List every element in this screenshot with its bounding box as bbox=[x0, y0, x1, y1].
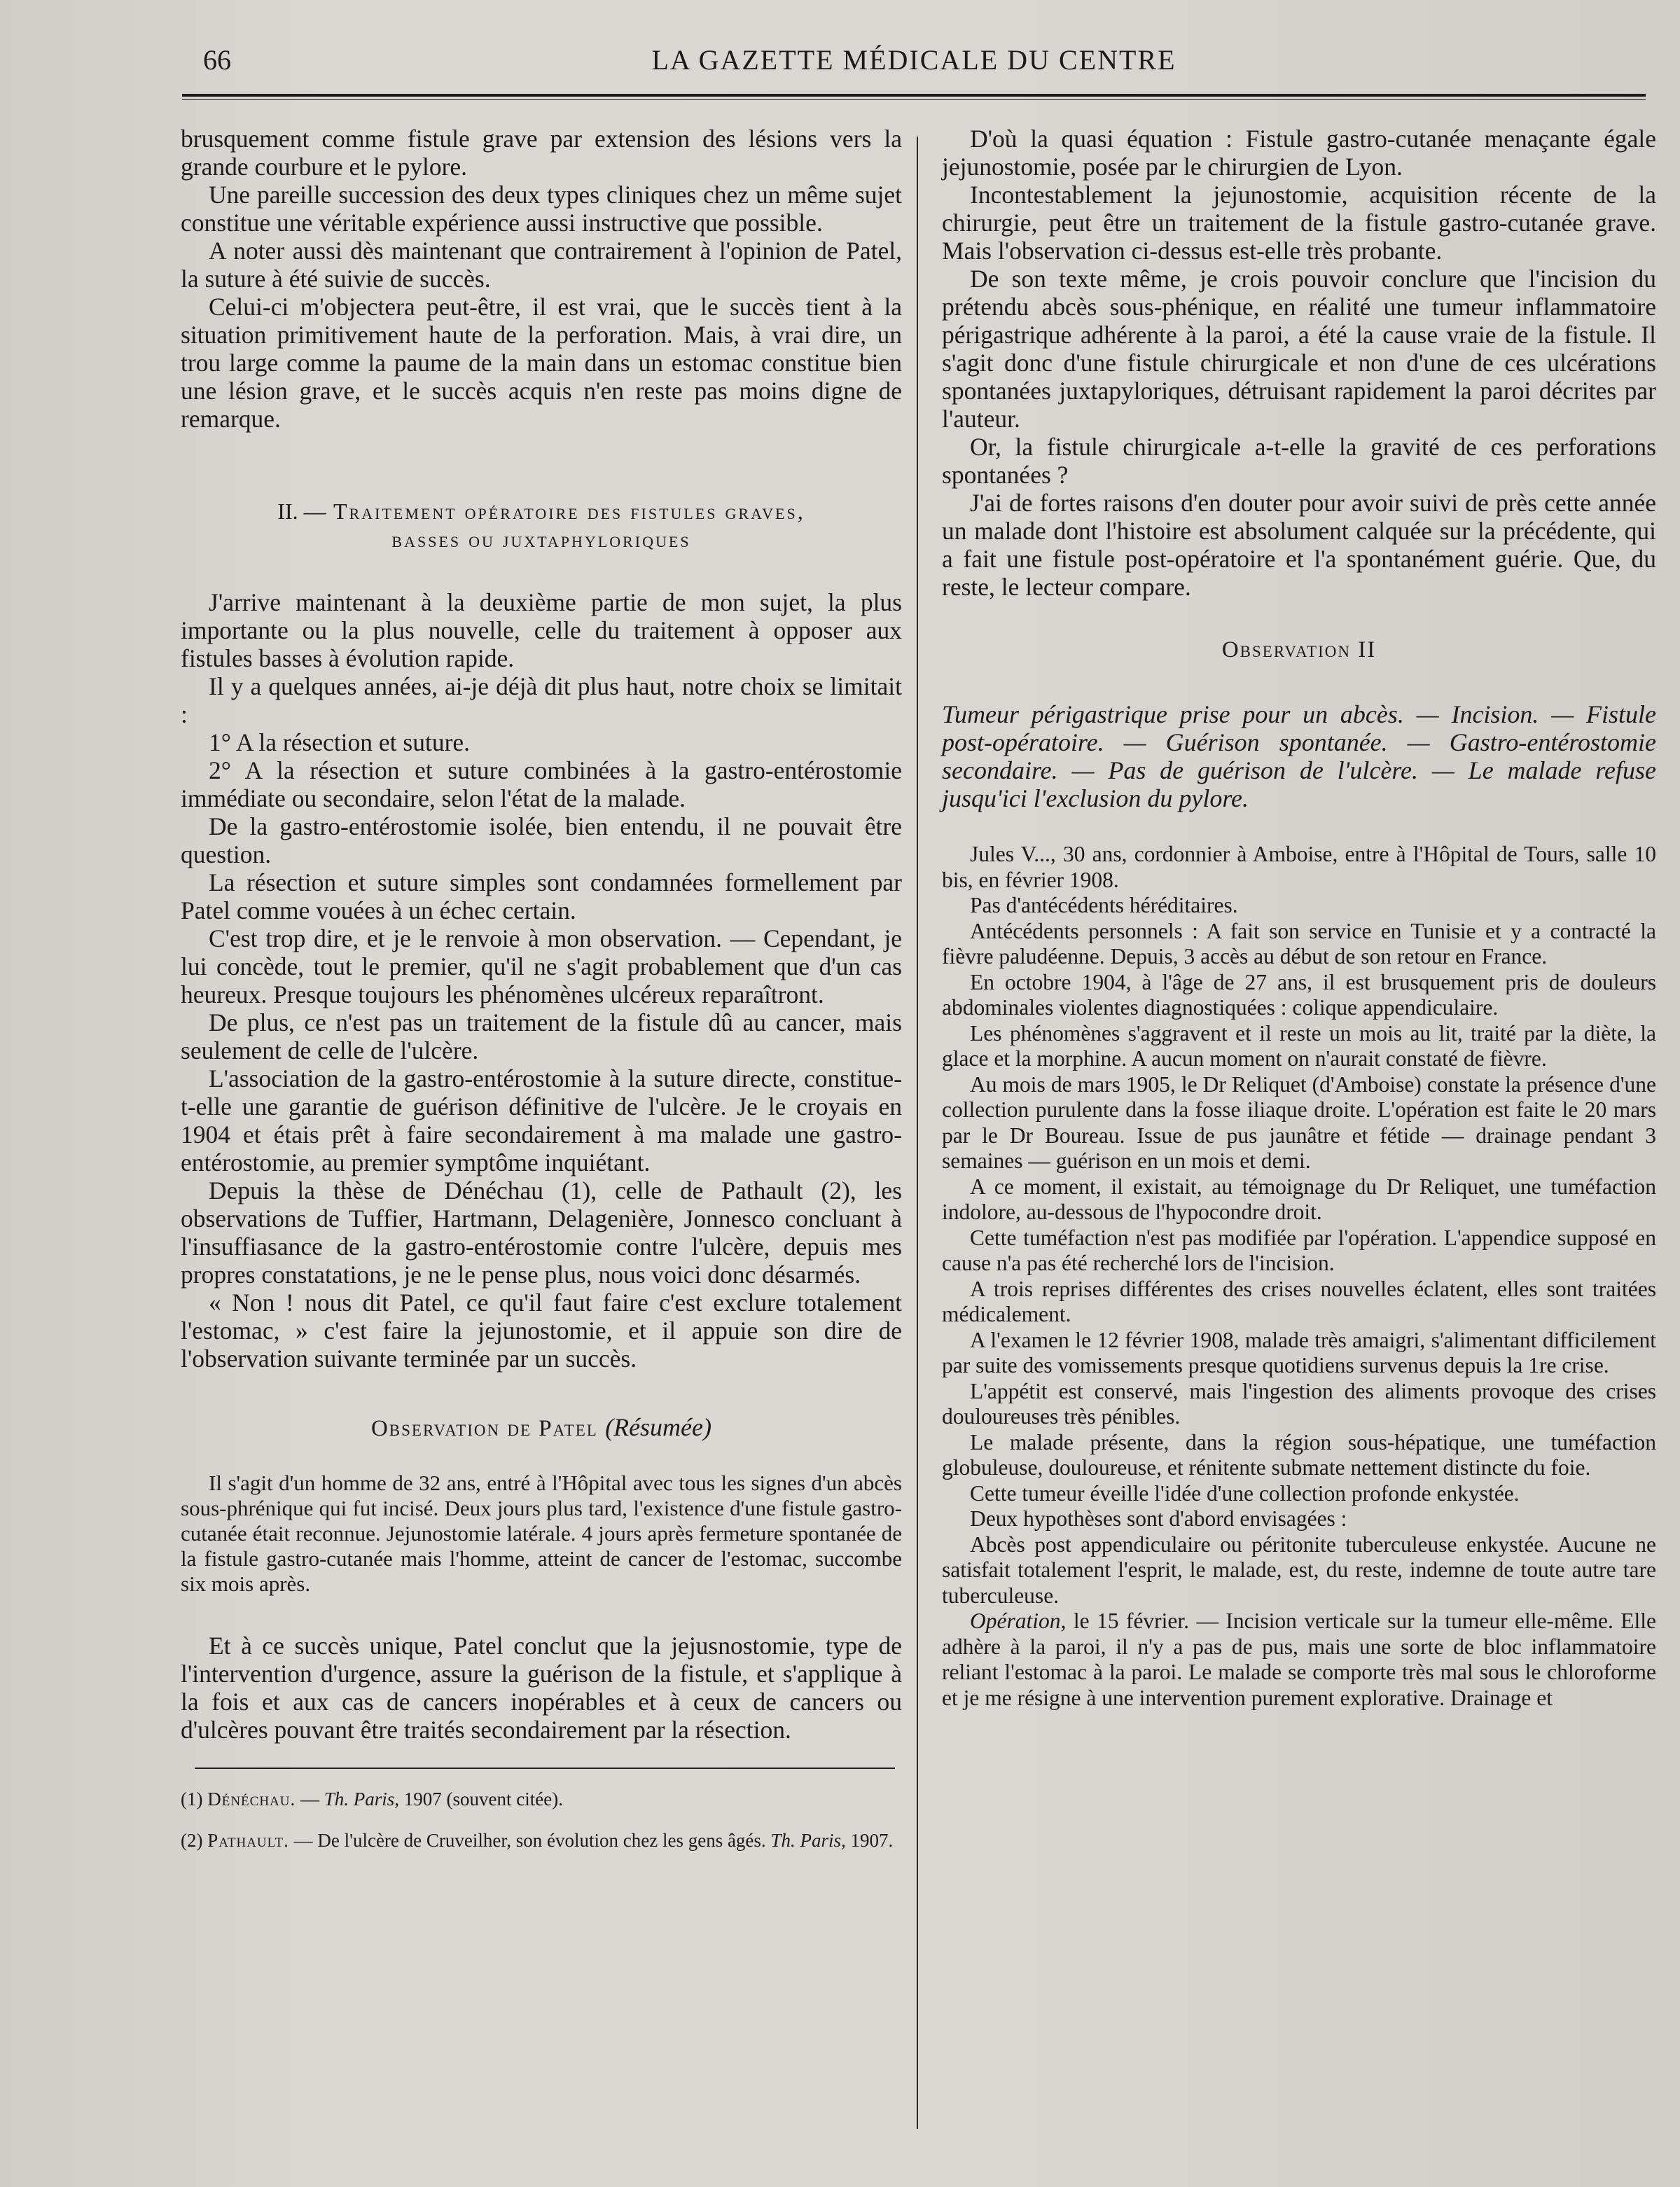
paragraph: Cette tumeur éveille l'idée d'une collection profonde enkystée. bbox=[970, 1480, 1520, 1506]
paragraph: A trois reprises différentes des crises nouvelles éclatent, elles sont traitées médicalement. bbox=[942, 1276, 1656, 1326]
footnote-2 bbox=[181, 1829, 902, 1852]
paragraph: De son texte même, je crois pouvoir conclure que l'incision du prétendu abcès sous-phénique, en réalité une tumeur inflammatoire périgastrique adhérente à la paroi, a été la cause vraie de la fistule. Il s'agit donc d'une fistule chirurgicale et non d'une de ces ulcérations spontanées juxtapyloriques, détruisant rapidement la paroi décrites par l'auteur. bbox=[942, 265, 1656, 433]
section-title-line1: Traitement opératoire des fistules graves, bbox=[333, 499, 805, 524]
journal-title: LA GAZETTE MÉDICALE DU CENTRE bbox=[651, 44, 1176, 76]
footnote-marker: (1) bbox=[181, 1789, 208, 1810]
paragraph: Abcès post appendiculaire ou péritonite tuberculeuse enkystée. Aucune ne satisfait totalement l'esprit, le malade, est, du reste, indemne de toute autre tare tuberculeuse. bbox=[942, 1532, 1656, 1608]
footnote-author: Dénéchau. bbox=[207, 1789, 296, 1810]
paragraph: « Non ! nous dit Patel, ce qu'il faut faire c'est exclure totalement l'estomac, » c'est faire la jejunostomie, et il appuie son dire de l'observation suivante terminée par un succès. bbox=[181, 1289, 902, 1373]
spacer bbox=[181, 1597, 902, 1632]
paragraph: Il s'agit d'un homme de 32 ans, entré à l'Hôpital avec tous les signes d'un abcès sous-phrénique qui fut incisé. Deux jours plus tard, l'existence d'une fistule gastro-cutanée était reconnue. Jejunostomie latérale. 4 jours après fermeture spontanée de la fistule gastro-cutanée mais l'homme, atteint de cancer de l'estomac, succombe six mois après. bbox=[181, 1471, 902, 1596]
paragraph: Une pareille succession des deux types cliniques chez un même sujet constitue une véritable expérience aussi instructive que possible. bbox=[181, 181, 902, 237]
paragraph: J'ai de fortes raisons d'en douter pour avoir suivi de près cette année un malade dont l'histoire est absolument calquée sur la précédente, qui a fait une fistule post-opératoire et l'a spontanément guérie. Que, du reste, le lecteur compare. bbox=[942, 489, 1656, 601]
paragraph bbox=[942, 1609, 1656, 1711]
left-column bbox=[181, 125, 902, 1870]
paragraph: Cette tuméfaction n'est pas modifiée par l'opération. L'appendice supposé en cause n'a pas été recherché lors de l'incision. bbox=[942, 1225, 1656, 1275]
header-rule bbox=[182, 94, 1646, 97]
paragraph: Celui-ci m'objectera peut-être, il est vrai, que le succès tient à la situation primitivement haute de la perforation. Mais, à vrai dire, un trou large comme la paume de la main dans un estomac constitue bien une lésion grave, et le succès acquis n'en reste pas moins digne de remarque. bbox=[181, 293, 902, 433]
section-title-line2: basses ou juxtaphyloriques bbox=[391, 527, 691, 552]
footnote-text: 1907. bbox=[845, 1830, 894, 1851]
paragraph: Antécédents personnels : A fait son service en Tunisie et y a contracté la fièvre paludéenne. Depuis, 3 accès au début de son retour en France. bbox=[942, 918, 1656, 968]
paragraph: Il y a quelques années, ai-je déjà dit plus haut, notre choix se limitait : bbox=[181, 672, 902, 728]
paragraph: La résection et suture simples sont condamnées formellement par Patel comme vouées à un échec certain. bbox=[181, 868, 902, 924]
section-heading bbox=[181, 497, 902, 553]
paragraph: brusquement comme fistule grave par extension des lésions vers la grande courbure et le pylore. bbox=[181, 125, 902, 181]
paragraph: Or, la fistule chirurgicale a-t-elle la gravité de ces perforations spontanées ? bbox=[942, 433, 1656, 489]
right-column bbox=[942, 125, 1656, 1711]
header-rule-thin bbox=[182, 99, 1646, 100]
case-report bbox=[942, 842, 1656, 1711]
footnote-rule bbox=[195, 1768, 895, 1769]
footnote-author: Pathault. bbox=[207, 1830, 289, 1851]
paragraph: Pas d'antécédents héréditaires. bbox=[970, 893, 1238, 917]
list-item: 2° A la résection et suture combinées à la gastro-entérostomie immédiate ou secondaire, selon l'état de la malade. bbox=[181, 756, 902, 812]
paragraph: A noter aussi dès maintenant que contrairement à l'opinion de Patel, la suture à été suivie de succès. bbox=[181, 237, 902, 293]
paragraph: L'association de la gastro-entérostomie à la suture directe, constitue-t-elle une garantie de guérison définitive de l'ulcère. Je le croyais en 1904 et étais prêt à faire secondairement à ma malade une gastro-entérostomie, au premier symptôme inquiétant. bbox=[181, 1064, 902, 1176]
paragraph: Le malade présente, dans la région sous-hépatique, une tuméfaction globuleuse, douloureuse, et rénitente submate nettement distincte du foie. bbox=[942, 1429, 1656, 1480]
paragraph: L'appétit est conservé, mais l'ingestion des aliments provoque des crises douloureuses très pénibles. bbox=[942, 1378, 1656, 1429]
paragraph: Et à ce succès unique, Patel conclut que la jejusnostomie, type de l'intervention d'urgence, assure la guérison de la fistule, et s'applique à la fois et aux cas de cancers inopérables et à ceux de cancers ou d'ulcères pouvant être traités secondairement par la résection. bbox=[181, 1632, 902, 1744]
observation-summary bbox=[181, 1471, 902, 1597]
paragraph: Les phénomènes s'aggravent et il reste un mois au lit, traité par la diète, la glace et la morphine. A aucun moment on n'aurait constaté de fièvre. bbox=[942, 1020, 1656, 1071]
paragraph: A l'examen le 12 février 1908, malade très amaigri, s'alimentant difficilement par suite des vomissements presque quotidiens survenus depuis la 1re crise. bbox=[942, 1327, 1656, 1377]
paragraph: De la gastro-entérostomie isolée, bien entendu, il ne pouvait être question. bbox=[181, 812, 902, 868]
paragraph: Incontestablement la jejunostomie, acquisition récente de la chirurgie, peut être un traitement de la fistule gastro-cutanée grave. Mais l'observation ci-dessus est-elle très probante. bbox=[942, 181, 1656, 265]
observation-subtitle: Tumeur périgastrique prise pour un abcès. — Incision. — Fistule post-opératoire. — Guérison spontanée. — Gastro-entérostomie secondaire. — Pas de guérison de l'ulcère. — Le malade refuse jusqu'ici l'exclusion du pylore. bbox=[942, 700, 1656, 812]
section-number: II. — bbox=[277, 499, 326, 524]
paragraph: Au mois de mars 1905, le Dr Reliquet (d'Amboise) constate la présence d'une collection purulente dans la fosse iliaque droite. L'opération est faite le 20 mars par le Dr Boureau. Issue de pus jaunâtre et fétide — drainage pendant 3 semaines — guérison en un mois et demi. bbox=[942, 1071, 1656, 1173]
paragraph: De plus, ce n'est pas un traitement de la fistule dû au cancer, mais seulement de celle de l'ulcère. bbox=[181, 1008, 902, 1064]
paragraph: Jules V..., 30 ans, cordonnier à Amboise, entre à l'Hôpital de Tours, salle 10 bis, en février 1908. bbox=[942, 842, 1656, 892]
list-item: 1° A la résection et suture. bbox=[209, 728, 471, 756]
footnote-source: Th. Paris, bbox=[770, 1830, 846, 1851]
page-number: 66 bbox=[203, 44, 231, 76]
paragraph: C'est trop dire, et je le renvoie à mon observation. — Cependant, je lui concède, tout le premier, qu'il ne s'agit probablement que d'un cas heureux. Presque toujours les phénomènes ulcéreux reparaîtront. bbox=[181, 924, 902, 1008]
observation-heading: Observation II bbox=[1221, 637, 1377, 662]
column-divider bbox=[917, 137, 918, 2129]
observation-title: Observation de Patel bbox=[370, 1416, 598, 1441]
paragraph: Deux hypothèses sont d'abord envisagées : bbox=[970, 1506, 1347, 1531]
paragraph: J'arrive maintenant à la deuxième partie de mon sujet, la plus importante ou la plus nouvelle, celle du traitement à opposer aux fistules basses à évolution rapide. bbox=[181, 588, 902, 672]
paragraph: Depuis la thèse de Dénéchau (1), celle de Pathault (2), les observations de Tuffier, Hartmann, Delagenière, Jonnesco concluant à l'insuffiasance de la gastro-entérostomie contre l'ulcère, depuis mes propres constatations, je ne le pense plus, nous voici donc désarmés. bbox=[181, 1176, 902, 1289]
footnote-marker: (2) bbox=[181, 1830, 208, 1851]
observation-heading bbox=[181, 1413, 902, 1443]
paragraph: D'où la quasi équation : Fistule gastro-cutanée menaçante égale jejunostomie, posée par le chirurgien de Lyon. bbox=[942, 125, 1656, 181]
footnote-text: — De l'ulcère de Cruveilher, son évolution chez les gens âgés. bbox=[289, 1830, 771, 1851]
footnote-1 bbox=[181, 1788, 902, 1810]
page-header bbox=[182, 43, 1646, 85]
footnote-text: — bbox=[296, 1789, 324, 1810]
operation-text: le 15 février. — Incision verticale sur la tumeur elle-même. Elle adhère à la paroi, il n'y a pas de pus, mais une sorte de bloc inflammatoire reliant l'estomac à la paroi. Le malade se comporte très mal sous le chloroforme et je me résigne à une intervention purement explorative. Drainage et bbox=[942, 1609, 1656, 1710]
paragraph: A ce moment, il existait, au témoignage du Dr Reliquet, une tuméfaction indolore, au-dessous de l'hypocondre droit. bbox=[942, 1174, 1656, 1224]
observation-title-italic: (Résumée) bbox=[605, 1413, 712, 1441]
footnote-text: 1907 (souvent citée). bbox=[399, 1789, 563, 1810]
footnote-source: Th. Paris, bbox=[324, 1789, 400, 1810]
paragraph: En octobre 1904, à l'âge de 27 ans, il est brusquement pris de douleurs abdominales violentes diagnostiquées : colique appendiculaire. bbox=[942, 969, 1656, 1020]
operation-label: Opération, bbox=[970, 1609, 1067, 1633]
